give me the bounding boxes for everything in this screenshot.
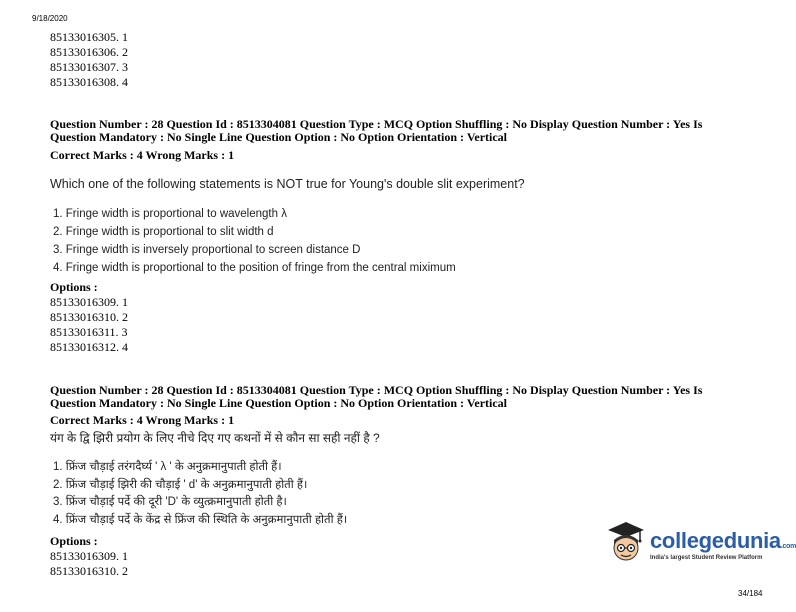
option-item: 85133016309. 1 bbox=[50, 295, 128, 309]
option-item: 85133016310. 2 bbox=[50, 310, 128, 324]
question-meta-line: Question Number : 28 Question Id : 8513304081 Question Type : MCQ Option Shuffling : No Display Question Number : Yes Is bbox=[50, 117, 703, 131]
print-date: 9/18/2020 bbox=[32, 14, 68, 23]
option-item: 85133016309. 1 bbox=[50, 549, 128, 563]
options-heading: Options : bbox=[50, 280, 98, 294]
choice-item: 4. फ्रिंज चौड़ाई पर्दे के केंद्र से फ्रिंज की स्थिति के अनुक्रमानुपाती होती हैं। bbox=[53, 513, 348, 526]
choice-item: 1. Fringe width is proportional to wavelength λ bbox=[53, 208, 287, 220]
choice-item: 2. Fringe width is proportional to slit width d bbox=[53, 226, 274, 238]
question-meta-english bbox=[50, 118, 740, 144]
marks-info: Correct Marks : 4 Wrong Marks : 1 bbox=[50, 148, 235, 162]
question-text-hindi: यंग के द्वि झिरी प्रयोग के लिए नीचे दिए गए कथनों में से कौन सा सही नहीं है ? bbox=[50, 431, 380, 445]
choice-item: 4. Fringe width is proportional to the position of fringe from the central miximum bbox=[53, 262, 456, 274]
question-meta-line: Question Mandatory : No Single Line Question Option : No Option Orientation : Vertical bbox=[50, 396, 508, 410]
choices-english bbox=[53, 205, 456, 277]
options-heading: Options : bbox=[50, 534, 98, 548]
option-item: 85133016310. 2 bbox=[50, 564, 128, 578]
option-item: 85133016307. 3 bbox=[50, 60, 128, 74]
logo-tagline: India's largest Student Review Platform bbox=[650, 555, 763, 561]
option-item: 85133016308. 4 bbox=[50, 75, 128, 89]
question-meta-line: Question Mandatory : No Single Line Question Option : No Option Orientation : Vertical bbox=[50, 130, 508, 144]
question-text-english: Which one of the following statements is NOT true for Young's double slit experiment? bbox=[50, 177, 525, 191]
previous-options-list bbox=[50, 30, 128, 90]
option-item: 85133016312. 4 bbox=[50, 340, 128, 354]
choices-hindi bbox=[53, 459, 347, 529]
choice-item: 3. फ्रिंज चौड़ाई पर्दे की दूरी 'D' के व्युत्क्रमानुपाती होती है। bbox=[53, 496, 287, 508]
logo-mascot-icon bbox=[604, 520, 648, 571]
choice-item: 1. फ्रिंज चौड़ाई तरंगदैर्घ्य ' λ ' के अनुक्रमानुपाती होती हैं। bbox=[53, 461, 282, 473]
marks-info: Correct Marks : 4 Wrong Marks : 1 bbox=[50, 413, 235, 427]
option-item: 85133016305. 1 bbox=[50, 30, 128, 44]
question-meta-hindi bbox=[50, 384, 740, 410]
option-item: 85133016306. 2 bbox=[50, 45, 128, 59]
choice-item: 2. फ्रिंज चौड़ाई झिरी की चौड़ाई ' d' के अनुक्रमानुपाती होती हैं। bbox=[53, 478, 308, 491]
options-list bbox=[50, 295, 128, 355]
options-list bbox=[50, 549, 128, 579]
logo-wordmark: collegedunia.com bbox=[650, 528, 796, 553]
page-number: 34/184 bbox=[738, 589, 763, 598]
option-item: 85133016311. 3 bbox=[50, 325, 128, 339]
question-meta-line: Question Number : 28 Question Id : 8513304081 Question Type : MCQ Option Shuffling : No Display Question Number : Yes Is bbox=[50, 383, 703, 397]
choice-item: 3. Fringe width is inversely proportional to screen distance D bbox=[53, 244, 361, 256]
